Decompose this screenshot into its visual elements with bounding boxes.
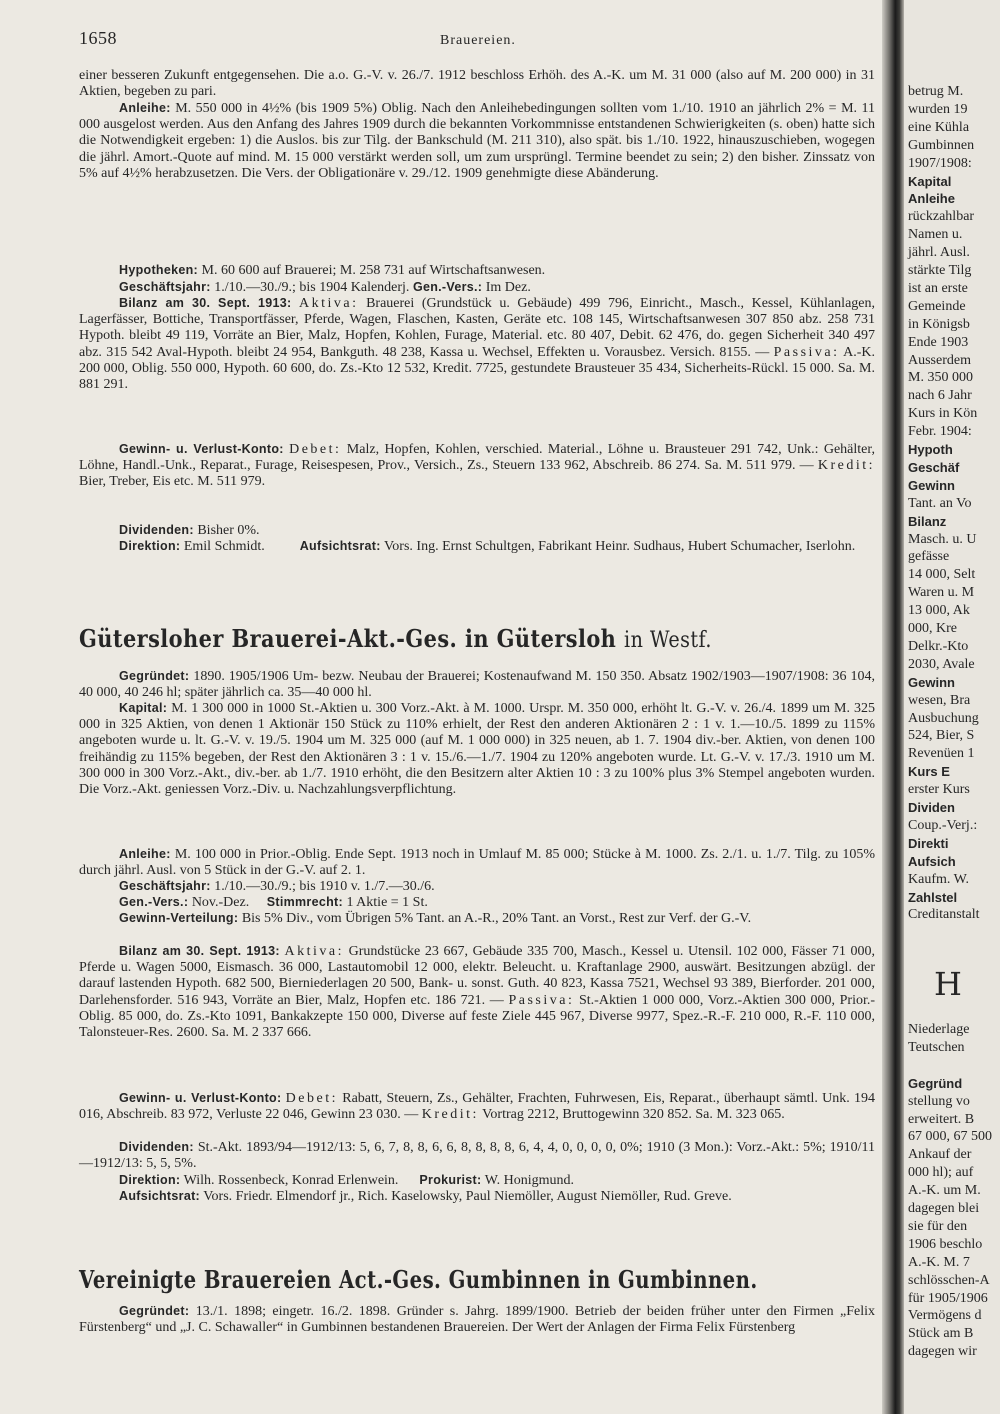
gut-aufsichtsrat xyxy=(79,1188,875,1205)
next-page-line: Febr. 1904: xyxy=(908,424,972,440)
gut-stimmrecht-text: 1 Aktie = 1 St. xyxy=(346,895,428,910)
page-number: 1658 xyxy=(79,28,117,48)
prev-geschaeftsjahr-label: Geschäftsjahr: xyxy=(119,280,211,294)
next-page-line: Namen u. xyxy=(908,227,963,243)
gut-aktiva-word: Aktiva: xyxy=(284,944,344,959)
prev-anleihe-text: M. 550 000 in 4½% (bis 1909 5%) Oblig. Nach den Anleihebedingungen sollten vom 1./10. 1910 an jährlich 2% = M. 11 000 ausgelost werden. Aus den Anfang des Jahres 1909 durch die bekannten Vorkommnisse entstandenen Schwierigkeiten (s. oben) hatte sich die Notwendigkeit ergeben: 1) die Auslos. bis zur Tilg. der Bankschuld (M. 211 310), also spät. bis 1./10. 1922, hinauszuschieben, wogegen die jährl. Amort.-Quote auf mind. M. 15 000 verstärkt werden soll, um zum ursprüngl. Termine beendet zu sein; 2) den bisher. Zinssatz von 5% auf 4½% herabzusetzen. Die Vers. der Obligationäre v. 29./12. 1909 genehmigte diese Abänderung. xyxy=(79,101,875,181)
next-page-line: dagegen wir xyxy=(908,1344,977,1360)
next-page-line: Waren u. M xyxy=(908,585,975,601)
gut-kapital-text: M. 1 300 000 in 1000 St.-Aktien u. 300 Vorz.-Akt. à M. 1000. Urspr. M. 350 000, erhöht lt. G.-V. v. 26./4. 1899 um M. 325 000 in 325 Aktien, von denen 1 Aktionär 150 Stück zu 110% erhielt, der Rest den anderen Aktionären 2 : 1 v. 1.—10./5. 1899 zu 115% angeboten wurde u. lt. G.-V. v. 19./5. 1904 um M. 325 000 (auf M. 1 000 000) in 325 neuen, ab 1. 7. 1904 div.-ber. Aktien, von denen 100 freihändig zu 115% begeben, der Rest den Aktionären 3 : 1 v. 15./6.—1./7. 1904 zu 120% angeboten wurde. Lt. G.-V. v. 17./3. 1910 um M. 300 000 in 300 Vorz.-Akt., div.-ber. ab 1./7. 1910 erhöht, die den Besitzern alter Aktien 10 : 3 zu 100% plus 3% Stempel angeboten wurden. Die Vorz.-Akt. geniessen Vorz.-Div. u. Nachzahlungsverpflichtung. xyxy=(79,701,875,798)
heading-gumbinnen: Vereinigte Brauereien Act.-Ges. Gumbinnen in Gumbinnen. xyxy=(79,1265,758,1294)
prev-guv-text: Malz, Hopfen, Kohlen, verschied. Material., Löhne u. Brausteuer 291 742, Unk.: Gehälter, Löhne, Handl.-Unk., Reparat., Furage, Reisespesen, Prov., Versich., Zs., Steuern 133 962, Abschreib. 86 274. Sa. M. 511 979. — xyxy=(79,442,875,474)
next-page-line: M. 350 000 xyxy=(908,370,973,386)
next-page-line: Delkr.-Kto xyxy=(908,638,969,654)
prev-bilanz-text: Brauerei (Grundstück u. Gebäude) 499 796, Einricht., Masch., Kessel, Kühlanlagen, Lagerfässer, Bottiche, Transportfässer, Pferde, Wagen, Flaschen, Kasten, Geräte etc. 108 145, Wirtschaftsanwesen 307 850 abz. 258 731 Hypoth. bleibt 49 119, Vorräte an Bier, Malz, Hopfen, Kohlen, Furage, Material. etc. 80 407, Debit. 62 476, do. gegen Sicherheit 340 497 abz. 315 542 Aval-Hypoth. bleibt 24 954, Bankguth. 48 238, Kassa u. Wechsel, Effekten u. Vorausbez. Versich. 8155. — xyxy=(79,296,875,360)
next-page-line: gefässe xyxy=(908,549,950,565)
prev-guv xyxy=(79,441,875,491)
next-page-line: 14 000, Selt xyxy=(908,567,976,583)
gut-passiva-word: Passiva: xyxy=(508,992,575,1008)
gut-gegruendet-label: Gegründet: xyxy=(119,669,190,683)
next-page-line: Zahlstel xyxy=(908,889,958,905)
next-page-line: Gemeinde xyxy=(908,298,966,314)
next-page-line: 1907/1908: xyxy=(908,155,972,171)
next-page-line: jährl. Ausl. xyxy=(908,245,970,261)
prev-genvers-label: Gen.-Vers.: xyxy=(412,280,483,294)
prev-genvers-text: Im Dez. xyxy=(485,280,531,295)
next-page-line: wurden 19 xyxy=(908,101,968,117)
prev-intro xyxy=(79,68,875,100)
prev-direktion-text: Emil Schmidt. xyxy=(183,539,265,554)
next-page-line: Bilanz xyxy=(908,513,947,529)
prev-aufsichtsrat-label: Aufsichtsrat: xyxy=(299,539,381,553)
gut-genvers xyxy=(79,894,875,911)
prev-aktiva-word: Aktiva: xyxy=(299,296,359,311)
gut-gewinnverteilung-text: Bis 5% Div., vom Übrigen 5% Tant. an A.-R., 20% Tant. an Vorst., Rest zur Verf. der G.-V. xyxy=(241,911,752,926)
next-page-line: Ankauf der xyxy=(908,1147,972,1163)
prev-hypotheken xyxy=(79,262,875,279)
gum-gegruendet xyxy=(79,1303,875,1336)
next-page-line: eine Kühla xyxy=(908,119,970,135)
next-page-line: Creditanstalt xyxy=(908,907,980,923)
next-page-fragment xyxy=(904,0,1000,1414)
next-page-line: Teutschen xyxy=(908,1039,965,1055)
gut-anleihe-text: M. 100 000 in Prior.-Oblig. Ende Sept. 1913 noch in Umlauf M. 85 000; Stücke à M. 1000. Zs. 2./1. u. 1./7. Tilg. zu 105% durch jährl. Ausl. von 5 Stück in der G.-V. auf 2. 1. xyxy=(79,847,875,879)
gut-stimmrecht-label: Stimmrecht: xyxy=(266,895,343,909)
prev-hypotheken-text: M. 60 600 auf Brauerei; M. 258 731 auf Wirtschaftsanwesen. xyxy=(201,263,546,278)
gut-dividenden xyxy=(79,1139,875,1172)
next-page-line: 67 000, 67 500 xyxy=(908,1129,992,1145)
next-page-line: Gegründ xyxy=(908,1075,963,1091)
next-page-line: Direkti xyxy=(908,835,949,851)
prev-hypotheken-label: Hypotheken: xyxy=(119,263,199,277)
next-page-line: Anleihe xyxy=(908,191,955,207)
next-page-line: Kurs in Kön xyxy=(908,406,978,422)
next-page-line: wesen, Bra xyxy=(908,692,971,708)
prev-dividenden-text: Bisher 0%. xyxy=(197,523,260,538)
prev-geschaeftsjahr-text: 1./10.—30./9.; bis 1904 Kalenderj. xyxy=(214,280,410,295)
prev-guv-kredit: Bier, Treber, Eis etc. M. 511 979. xyxy=(79,474,266,490)
next-page-line: Ausserdem xyxy=(908,352,971,368)
next-page-line: Gumbinnen xyxy=(908,137,975,153)
gut-guv xyxy=(79,1090,875,1123)
next-page-line: Ende 1903 xyxy=(908,334,969,350)
gum-gegruendet-text: 13./1. 1898; eingetr. 16./2. 1898. Gründer s. Jahrg. 1899/1900. Betrieb der beiden früher unter den Firmen „Felix Fürstenberg“ und „J. C. Schawaller“ in Gumbinnen bestandenen Brauereien. Der Wert der Anlagen der Firma Felix Fürstenberg xyxy=(79,1304,876,1336)
gum-gegruendet-label: Gegründet: xyxy=(119,1304,190,1318)
gut-prokurist-text: W. Honigmund. xyxy=(484,1173,575,1188)
next-page-line: Kapital xyxy=(908,173,952,189)
next-page-line: erster Kurs xyxy=(908,782,970,798)
gut-guv-kredit: Vortrag 2212, Bruttogewinn 320 852. Sa. M. 323 065. xyxy=(482,1107,785,1123)
gut-gegruendet-text: 1890. 1905/1906 Um- bezw. Neubau der Brauerei; Kostenaufwand M. 150 350. Absatz 1902/1903—1907/1908: 36 104, 40 000, 40 246 hl; später jährlich ca. 35—40 000 hl. xyxy=(79,669,876,701)
gut-kapital-label: Kapital: xyxy=(119,701,168,715)
next-page-line: Gewinn xyxy=(908,477,955,493)
next-page-line: Kurs E xyxy=(908,764,950,780)
gut-bilanz-passiva: St.-Aktien 1 000 000, Vorz.-Aktien 300 000, Prior.-Oblig. 85 000, do. Zs.-Kto 1091, Bankakzepte 150 000, Diverse auf feste Ziele 445 967, Diverse 9977, Spez.-R.-F. 210 000, R.-F. 110 000, Talonsteuer-Res. 2600. Sa. M. 2 337 666. xyxy=(79,992,876,1041)
gut-aufsichtsrat-text: Vors. Friedr. Elmendorf jr., Rich. Kaselowsky, Paul Niemöller, August Niemöller, Rud. Greve. xyxy=(203,1189,732,1204)
prev-debet-word: Debet: xyxy=(289,442,342,457)
heading-guetersloh xyxy=(79,624,775,653)
next-page-line: Coup.-Verj.: xyxy=(908,817,978,833)
gut-geschaeftsjahr xyxy=(79,878,875,895)
prev-bilanz-label: Bilanz am 30. Sept. 1913: xyxy=(119,296,292,310)
gut-bilanz-text: Grundstücke 23 667, Gebäude 335 700, Masch., Kessel u. Utensil. 102 000, Fässer 71 000, Pferde u. Wagen 5000, Eismasch. 36 000, Lastautomobil 12 000, elektr. Beleucht. u. Kraftanlage 2900, auswärt. Besitzungen abzügl. der darauf lastenden Hypoth. 682 500, Bierniederlagen 20 500, Bank- u. sonst. Guth. 40 823, Kassa 7521, Wechsel 93 389, Bierforder. 201 000, Darlehensforder. 516 943, Vorräte an Bier, Malz, Hopfen etc. 186 721. — xyxy=(79,944,876,1008)
next-page-line: nach 6 Jahr xyxy=(908,388,972,404)
next-page-line: rückzahlbar xyxy=(908,209,975,225)
prev-anleihe xyxy=(79,100,875,182)
prev-bilanz-passiva: A.-K. 200 000, Oblig. 550 000, Hypoth. 60 600, do. Zs.-Kto 12 532, Kredit. 7725, gestundete Brausteuer 35 434, Sicherheits-Rückl. 15 000. Sa. M. 881 291. xyxy=(79,344,875,393)
gut-aufsichtsrat-label: Aufsichtsrat: xyxy=(119,1189,200,1203)
book-gutter xyxy=(882,0,904,1414)
gut-bilanz-label: Bilanz am 30. Sept. 1913: xyxy=(119,944,280,958)
next-page-line: Kaufm. W. xyxy=(908,871,970,887)
next-page-line: in Königsb xyxy=(908,316,970,332)
next-page-line: 1906 beschlo xyxy=(908,1236,983,1252)
next-page-line: stellung vo xyxy=(908,1093,970,1109)
next-page-line: betrug M. xyxy=(908,84,964,99)
next-page-line: A.-K. M. 7 xyxy=(908,1254,970,1270)
prev-direktion-label: Direktion: xyxy=(119,539,181,553)
next-page-line: 000 hl); auf xyxy=(908,1165,974,1181)
next-page-big-letter: H xyxy=(934,965,962,1003)
prev-direktion xyxy=(79,538,875,555)
next-page-line: A.-K. um M. xyxy=(908,1183,981,1199)
gut-gewinnverteilung-label: Gewinn-Verteilung: xyxy=(119,911,239,925)
gut-gegruendet xyxy=(79,668,875,701)
next-page-line: sie für den xyxy=(908,1218,968,1234)
next-page-line: dagegen blei xyxy=(908,1201,980,1216)
prev-dividenden-label: Dividenden: xyxy=(119,523,194,537)
gut-guv-label: Gewinn- u. Verlust-Konto: xyxy=(119,1091,282,1105)
prev-passiva-word: Passiva: xyxy=(773,344,840,360)
gut-genvers-label: Gen.-Vers.: xyxy=(119,895,189,909)
gut-debet-word: Debet: xyxy=(285,1091,338,1106)
next-page-line: Hypoth xyxy=(908,442,953,457)
gut-anleihe xyxy=(79,846,875,879)
next-page-line: ist an erste xyxy=(908,280,968,296)
next-page-line: Masch. u. U xyxy=(908,531,977,547)
next-page-line: 13 000, Ak xyxy=(908,603,970,619)
next-page-line: erweitert. B xyxy=(908,1111,975,1127)
next-page-line: 524, Bier, S xyxy=(908,728,975,744)
next-page-line: Stück am B xyxy=(908,1326,974,1342)
next-page-line: Dividen xyxy=(908,800,955,815)
prev-guv-label: Gewinn- u. Verlust-Konto: xyxy=(119,442,284,456)
next-page-line: 2030, Avale xyxy=(908,656,975,672)
next-page-line: Niederlage xyxy=(908,1022,970,1037)
prev-anleihe-label: Anleihe: xyxy=(119,101,171,115)
prev-kredit-word: Kredit: xyxy=(817,458,875,474)
heading-guetersloh-main: Gütersloher Brauerei-Akt.-Ges. in Gütersloh xyxy=(79,624,617,653)
next-page-line: Gewinn xyxy=(908,674,955,690)
gut-anleihe-label: Anleihe: xyxy=(119,847,171,861)
next-page-line: für 1905/1906 xyxy=(908,1290,988,1306)
next-page-line: Aufsich xyxy=(908,853,956,869)
gut-direktion-text: Wilh. Rossenbeck, Konrad Erlenwein. xyxy=(183,1173,399,1188)
prev-aufsichtsrat-text: Vors. Ing. Ernst Schultgen, Fabrikant Heinr. Sudhaus, Hubert Schumacher, Iserlohn. xyxy=(383,539,856,554)
prev-intro-text: einer besseren Zukunft entgegensehen. Die a.o. G.-V. v. 26./7. 1912 beschloss Erhöh. des A.-K. um M. 31 000 (also auf M. 200 000) in 31 Aktien, begeben zu pari. xyxy=(79,68,875,100)
running-title: Brauereien. xyxy=(440,33,516,48)
gut-gewinnverteilung xyxy=(79,910,875,927)
gut-direktion xyxy=(79,1172,875,1189)
prev-dividenden xyxy=(79,522,875,539)
gut-direktion-label: Direktion: xyxy=(119,1173,181,1187)
gut-genvers-text: Nov.-Dez. xyxy=(191,895,250,910)
next-page-line: Tant. an Vo xyxy=(908,495,972,511)
next-page-line: Vermögens d xyxy=(908,1308,982,1324)
prev-geschaeftsjahr xyxy=(79,279,875,296)
gut-kredit-word: Kredit: xyxy=(421,1107,479,1123)
gut-guv-text: Rabatt, Steuern, Zs., Gehälter, Frachten, Fuhrwesen, Eis, Reparat., überhaupt sämtl. Unk. 194 016, Abschreib. 83 972, Verluste 22 046, Gewinn 23 030. — xyxy=(79,1091,876,1123)
next-page-line: 000, Kre xyxy=(908,621,957,636)
next-page-line: Geschäf xyxy=(908,459,960,475)
heading-guetersloh-suffix: in Westf. xyxy=(624,628,712,653)
next-page-line: Ausbuchung xyxy=(908,710,979,726)
gut-geschaeftsjahr-label: Geschäftsjahr: xyxy=(119,879,211,893)
gut-dividenden-label: Dividenden: xyxy=(119,1140,194,1154)
gut-kapital xyxy=(79,700,875,798)
prev-bilanz xyxy=(79,295,875,393)
gut-bilanz xyxy=(79,943,875,1041)
gut-dividenden-text: St.-Akt. 1893/94—1912/13: 5, 6, 7, 8, 8, 6, 6, 8, 8, 8, 8, 6, 4, 4, 0, 0, 0, 0, 0%; 1910 (3 Mon.): Vorz.-Akt.: 5%; 1910/11—1912/13: 5, 5, 5%. xyxy=(79,1140,876,1172)
gut-prokurist-label: Prokurist: xyxy=(419,1173,482,1187)
gut-geschaeftsjahr-text: 1./10.—30./9.; bis 1910 v. 1./7.—30./6. xyxy=(214,879,435,894)
next-page-line: stärkte Tilg xyxy=(908,263,972,278)
next-page-line: Revenüen 1 xyxy=(908,746,975,762)
next-page-line: schlösschen-A xyxy=(908,1272,990,1288)
